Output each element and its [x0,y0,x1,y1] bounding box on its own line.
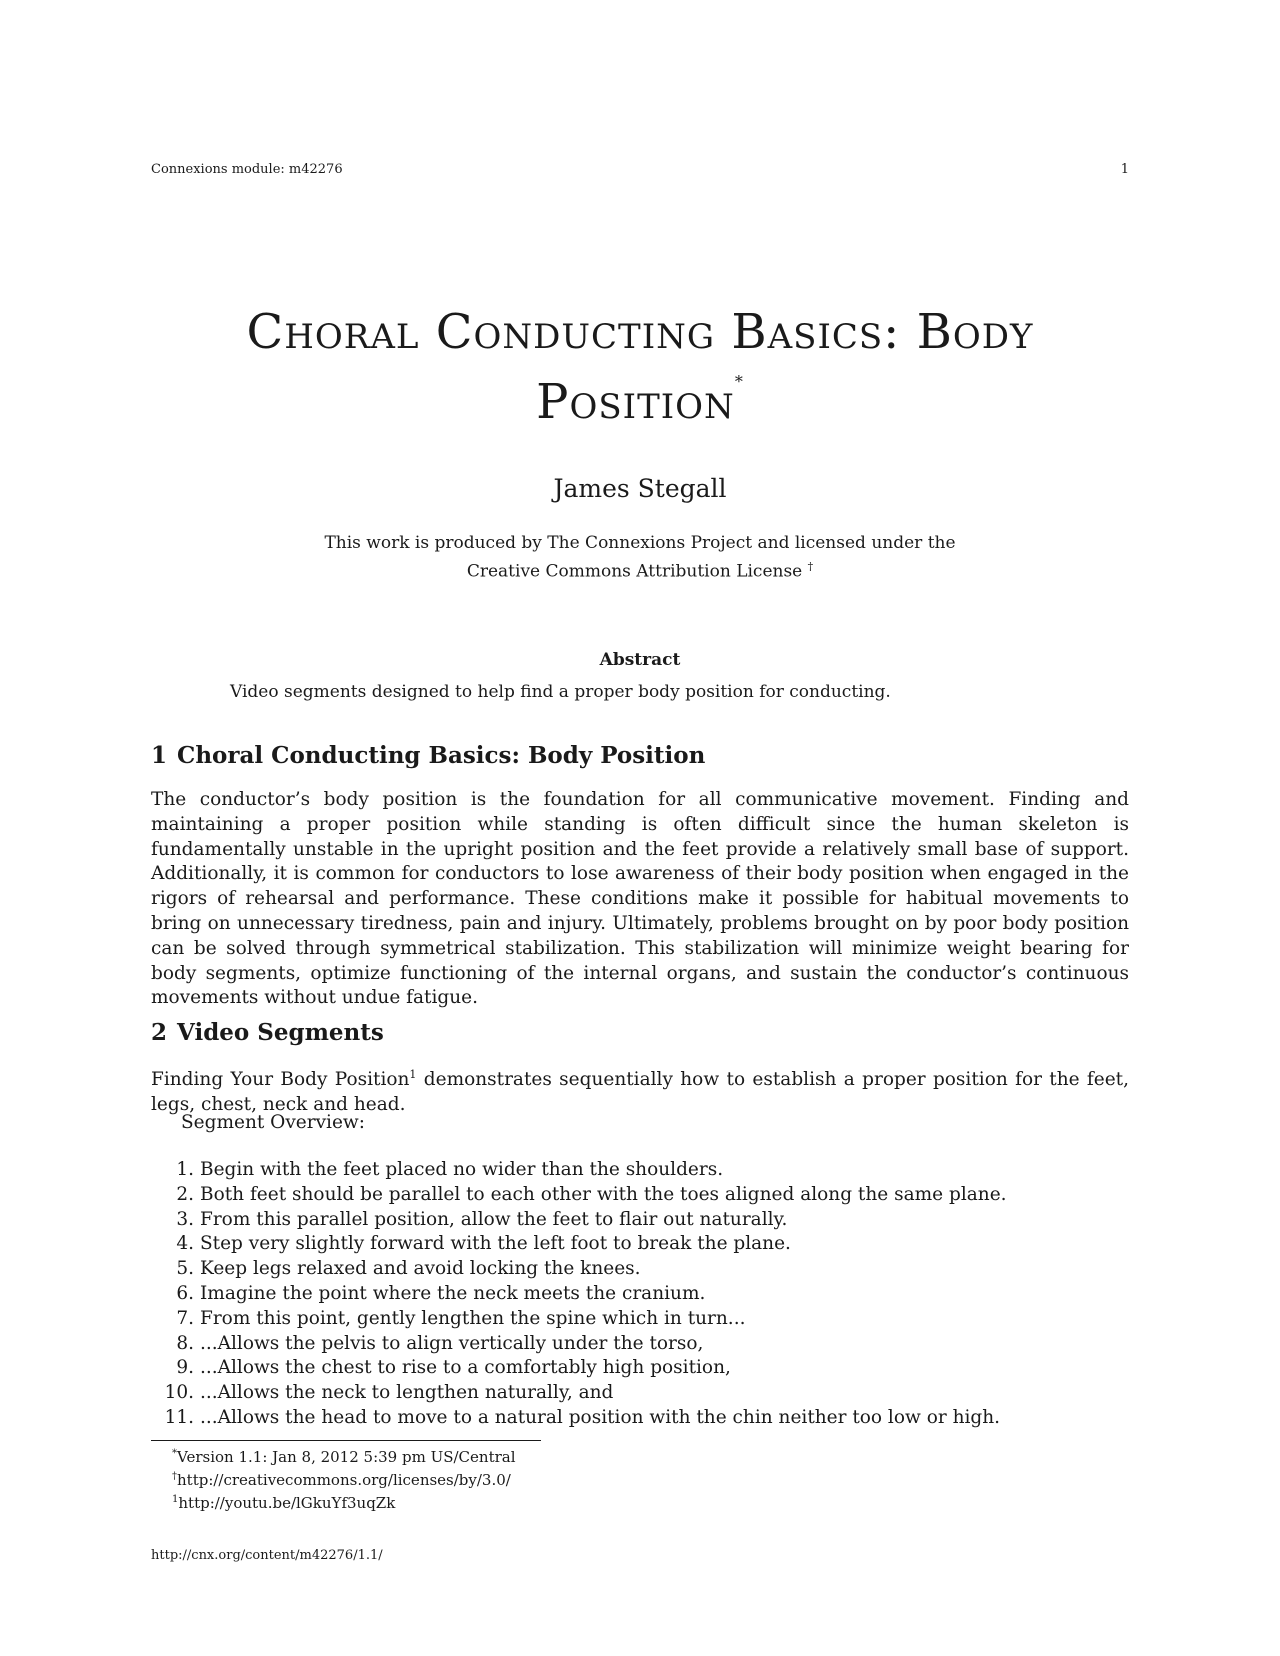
section-1-heading [151,742,705,769]
footnote-video-url: $^1$http://youtu.be/lGkuYf3uqZk [172,1494,396,1512]
section-2-title: Video Segments [177,1019,384,1046]
title-text: Choral Conducting Basics: Body Position [246,304,1034,430]
segment-overview-label: Segment Overview: [181,1112,365,1133]
footnotes [172,1444,516,1513]
section-2-intro-rest: demonstrates sequentially how to establish a proper position for the feet, legs, chest, neck and head. [151,1069,1129,1115]
footnote-divider [151,1440,541,1441]
section-1-number: 1 [151,742,168,769]
abstract-text: Video segments designed to help find a proper body position for conducting. [230,682,891,702]
list-item: 4. Step very slightly forward with the left foot to break the plane. [176,1233,791,1255]
license-line-1: This work is produced by The Connexions Project and licensed under the [324,533,956,553]
list-item: 9. ...Allows the chest to rise to a comfortably high position, [176,1357,731,1379]
title-footnote-marker[interactable]: * [734,372,744,391]
section-1-title: Choral Conducting Basics: Body Position [177,742,706,769]
segment-overview-list [151,1158,1051,1431]
list-item: 11. ...Allows the head to move to a natural position with the chin neither too low or high. [164,1406,1001,1428]
list-item: 6. Imagine the point where the neck meets the cranium. [176,1282,706,1304]
license-footnote-marker[interactable]: † [807,560,814,573]
abstract-heading: Abstract [599,650,681,670]
section-1-paragraph: The conductor’s body position is the foundation for all communicative movement. Finding and maintaining a proper position while standing is often difficult since the human skeleton is fundamentally unstable in the upright position and the feet provide a relatively small base of support. Additionally, it is common for conductors to lose awareness of their body position when engaged in the rigors of rehearsal and performance. These conditions make it possible for habitual movements to bring on unnecessary tiredness, pain and injury. Ultimately, problems brought on by poor body position can be solved through symmetrical stabilization. This stabilization will minimize weight bearing for body segments, optimize functioning of the internal organs, and sustain the conductor’s continuous movements without undue fatigue. [151,789,1129,1009]
document-title [150,300,1130,434]
list-item: 10. ...Allows the neck to lengthen naturally, and [164,1382,614,1404]
license-statement [150,531,1130,584]
list-item: 7. From this point, gently lengthen the spine which in turn... [176,1307,746,1329]
license-name: Creative Commons Attribution License [466,561,803,582]
module-id: Connexions module: m42276 [151,162,343,177]
license-line-2 [150,555,1130,584]
section-2-intro [151,1063,1129,1118]
section-2-heading [151,1019,384,1046]
footnote-license-url: †http://creativecommons.org/licenses/by/3.0/ [172,1471,511,1489]
running-head [151,162,1129,177]
video-link[interactable]: Finding Your Body Position [151,1069,410,1091]
author-name: James Stegall [553,474,727,503]
list-item: 8. ...Allows the pelvis to align vertically under the torso, [176,1332,704,1354]
section-2-number: 2 [151,1019,168,1046]
footer-url[interactable]: http://cnx.org/content/m42276/1.1/ [151,1548,383,1563]
list-item: 3. From this parallel position, allow the feet to flair out naturally. [176,1208,788,1230]
list-item: 2. Both feet should be parallel to each other with the toes aligned along the same plane. [176,1183,1007,1205]
video-footnote-marker[interactable]: 1 [409,1068,417,1081]
list-item: 1. Begin with the feet placed no wider than the shoulders. [176,1159,724,1180]
page-number: 1 [1120,162,1129,177]
footnote-version: *Version 1.1: Jan 8, 2012 5:39 pm US/Central [172,1448,516,1466]
list-item: 5. Keep legs relaxed and avoid locking the knees. [176,1258,641,1280]
